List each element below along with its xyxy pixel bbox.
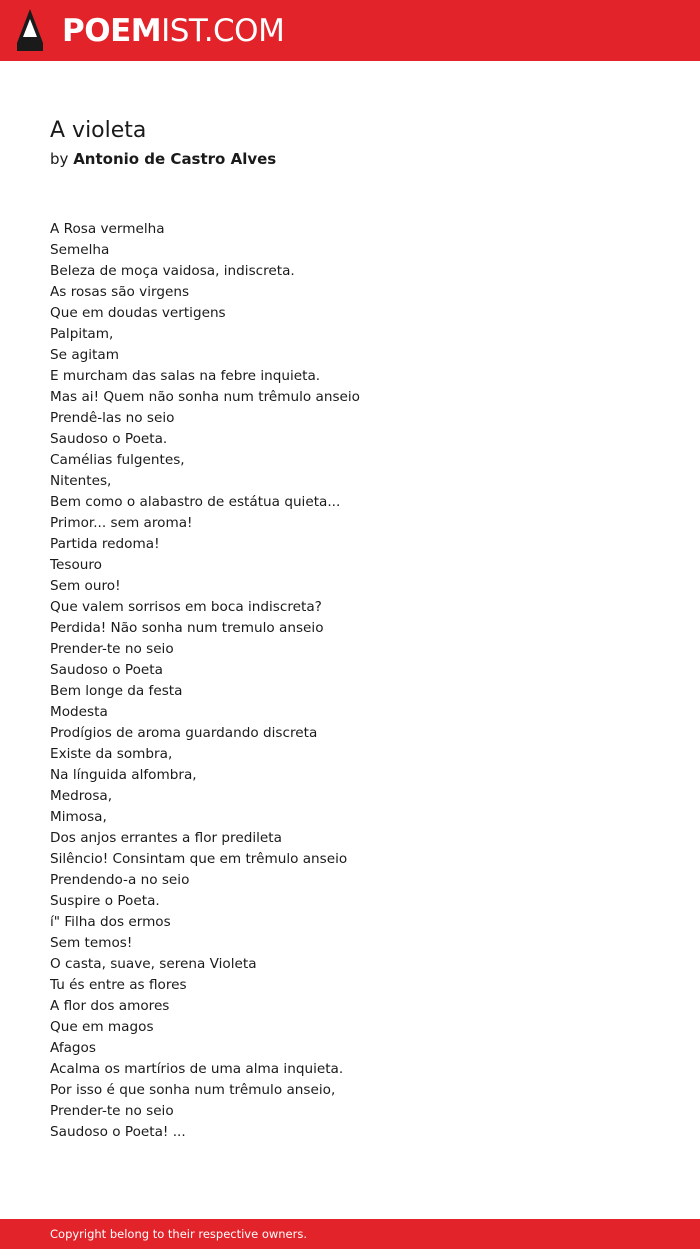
poem-line: Palpitam,: [50, 326, 114, 342]
poem-line: E murcham das salas na febre inquieta.: [50, 368, 321, 384]
poem-line: Sem ouro!: [50, 578, 121, 594]
site-logo[interactable]: [62, 12, 284, 50]
poem-line: Acalma os martírios de uma alma inquieta.: [50, 1061, 344, 1077]
poem-line: Dos anjos errantes a flor predileta: [50, 830, 282, 846]
poem-title: A violeta: [50, 118, 147, 143]
byline-prefix: by: [50, 150, 69, 168]
poem-line: Tesouro: [50, 557, 102, 573]
poem-line: A flor dos amores: [50, 998, 170, 1014]
poem-line: Que em doudas vertigens: [50, 305, 226, 321]
poem-line: Que valem sorrisos em boca indiscreta?: [50, 599, 322, 615]
poem-line: Silêncio! Consintam que em trêmulo anseio: [50, 851, 348, 867]
poem-line: Bem longe da festa: [50, 683, 183, 699]
poem-line: As rosas são virgens: [50, 284, 190, 300]
poem-line: Prendendo-a no seio: [50, 872, 190, 888]
poem-line: Perdida! Não sonha num tremulo anseio: [50, 620, 324, 636]
poem-line: Na línguida alfombra,: [50, 767, 197, 783]
poem-line: Semelha: [50, 242, 110, 258]
poem-line: Se agitam: [50, 347, 119, 363]
poem-line: Sem temos!: [50, 935, 133, 951]
poem-line: Existe da sombra,: [50, 746, 173, 762]
logo-bold-text: POEM: [62, 13, 162, 49]
poem-line: Prodígios de aroma guardando discreta: [50, 725, 318, 741]
poem-line: Prendê-las no seio: [50, 410, 175, 426]
poem-line: Modesta: [50, 704, 108, 720]
poem-line: Tu és entre as flores: [50, 977, 187, 993]
poem-line: Prender-te no seio: [50, 1103, 174, 1119]
byline: [50, 148, 276, 170]
poem-line: A Rosa vermelha: [50, 221, 165, 237]
poem-line: Afagos: [50, 1040, 96, 1056]
poem-line: Por isso é que sonha num trêmulo anseio,: [50, 1082, 336, 1098]
poem-line: Prender-te no seio: [50, 641, 174, 657]
poem-line: Saudoso o Poeta.: [50, 431, 168, 447]
poem-line: Primor... sem aroma!: [50, 515, 193, 531]
poem-line: Mas ai! Quem não sonha num trêmulo anseio: [50, 389, 360, 405]
poem-line: Camélias fulgentes,: [50, 452, 185, 468]
copyright-text: Copyright belong to their respective owners.: [50, 1227, 308, 1241]
poem-line: Nitentes,: [50, 473, 112, 489]
poem-line: Suspire o Poeta.: [50, 893, 160, 909]
pencil-tip-icon[interactable]: [17, 9, 43, 51]
logo-light-text: IST.COM: [161, 13, 285, 49]
poem-line: Bem como o alabastro de estátua quieta...: [50, 494, 341, 510]
poem-line: Que em magos: [50, 1019, 154, 1035]
site-header: [0, 0, 700, 61]
site-footer: [0, 1219, 700, 1249]
poem-line: Partida redoma!: [50, 536, 160, 552]
poem-line: Saudoso o Poeta: [50, 662, 163, 678]
poem-line: Mimosa,: [50, 809, 107, 825]
poem-line: Saudoso o Poeta! ...: [50, 1124, 186, 1140]
poem-line: í" Filha dos ermos: [50, 914, 171, 930]
poem-body: [50, 219, 670, 1143]
author-name: Antonio de Castro Alves: [73, 150, 277, 168]
poem-line: O casta, suave, serena Violeta: [50, 956, 257, 972]
poem-line: Medrosa,: [50, 788, 113, 804]
poem-line: Beleza de moça vaidosa, indiscreta.: [50, 263, 295, 279]
